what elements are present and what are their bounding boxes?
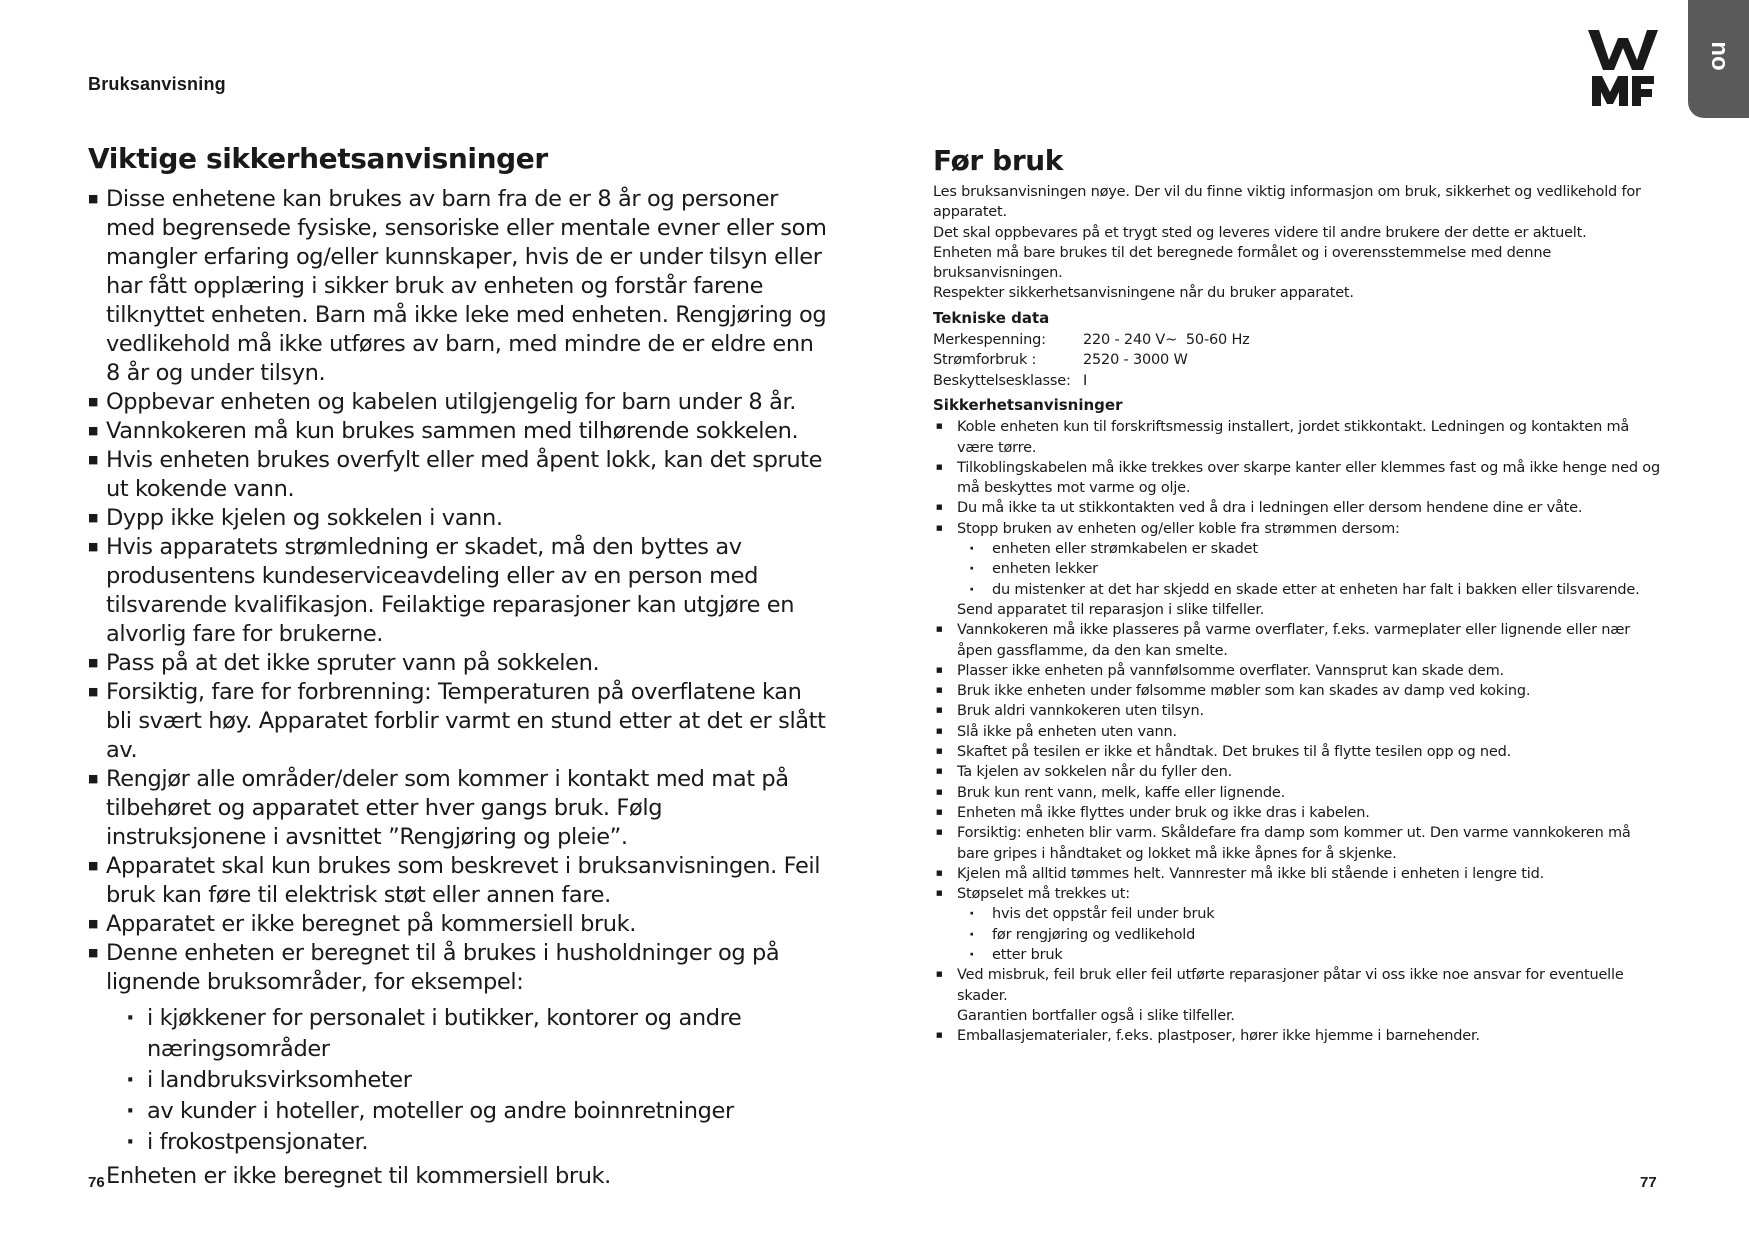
right-page [933,144,1665,1046]
spec-value: 220 - 240 V~ 50-60 Hz [1083,332,1250,349]
list-item: ■ Tilkoblingskabelen må ikke trekkes over skarpe kanter eller klemmes fast og må ikke henge ned og må beskyttes mot varme og olje. [933,458,1665,499]
list-item: ■ Forsiktig, fare for forbrenning: Temperaturen på overflatene kan bli svært høy. Apparatet forblir varmt en stund etter at det er slått av. [88,678,828,765]
safety-list [88,185,828,1191]
left-page [88,142,828,1191]
list-item: ■ Bruk kun rent vann, melk, kaffe eller lignende. [933,783,1665,803]
list-item: ■ Slå ikke på enheten uten vann. [933,722,1665,742]
sub-list-item: · enheten eller strømkabelen er skadet [957,539,1665,559]
wmf-logo [1588,26,1658,108]
sub-list-item: · enheten lekker [957,559,1665,579]
list-item: ■ Vannkokeren må kun brukes sammen med tilhørende sokkelen. [88,417,828,446]
closing-note: Enheten er ikke beregnet til kommersiell bruk. [106,1163,611,1189]
spec-label: Beskyttelsesklasse: [933,372,1071,389]
list-item: ■ Apparatet skal kun brukes som beskrevet i bruksanvisningen. Feil bruk kan føre til elektrisk støt eller annen fare. [88,852,828,910]
list-item-text: Ved misbruk, feil bruk eller feil utførte reparasjoner påtar vi oss ikke noe ansvar for eventuelle skader. [957,967,1624,1004]
language-code: no [1705,41,1733,71]
list-item: ■ Plasser ikke enheten på vannfølsomme overflater. Vannsprut kan skade dem. [933,661,1665,681]
unplug-conditions-list [957,904,1665,965]
sub-list-item: · du mistenker at det har skjedd en skade etter at enheten har falt i bakken eller tilsvarende. [957,580,1665,600]
list-item [933,965,1665,1026]
list-item-text: Støpselet må trekkes ut: [957,886,1130,903]
sub-list-item: · av kunder i hoteller, moteller og andre boinnretninger [106,1096,828,1127]
list-item [88,939,828,1191]
sub-list-item: · etter bruk [957,945,1665,965]
tech-data-heading: Tekniske data [933,308,1050,327]
spec-label: Strømforbruk : [933,352,1037,369]
header-label: Bruksanvisning [88,74,226,94]
list-item: ■ Kjelen må alltid tømmes helt. Vannrester må ikke bli stående i enheten i lengre tid. [933,864,1665,884]
list-item: ■ Pass på at det ikke spruter vann på sokkelen. [88,649,828,678]
list-item-note: Garantien bortfaller også i slike tilfeller. [957,1007,1235,1024]
sub-list-item: · i landbruksvirksomheter [106,1065,828,1096]
list-item: ■ Rengjør alle områder/deler som kommer i kontakt med mat på tilbehøret og apparatet etter hver gangs bruk. Følg instruksjonene i avsnittet ”Rengjøring og pleie”. [88,765,828,852]
spec-value: 2520 - 3000 W [1083,352,1188,369]
list-item: ■ Dypp ikke kjelen og sokkelen i vann. [88,504,828,533]
usage-examples-list [106,1003,828,1158]
list-item: ■ Bruk ikke enheten under følsomme møbler som kan skades av damp ved koking. [933,681,1665,701]
page-number-left: 76 [88,1174,105,1191]
spec-value: I [1083,372,1088,389]
list-item-text: Denne enheten er beregnet til å brukes i husholdninger og på lignende bruksområder, for eksempel: [106,940,780,995]
list-item [933,519,1665,620]
intro-paragraph: Enheten må bare brukes til det beregnede formålet og i overensstemmelse med denne bruksanvisningen. [933,244,1552,282]
sub-list-item: · i kjøkkener for personalet i butikker, kontorer og andre næringsområder [106,1003,828,1065]
list-item: ■ Skaftet på tesilen er ikke et håndtak. Det brukes til å flytte tesilen opp og ned. [933,742,1665,762]
list-item [933,884,1665,965]
list-item: ■ Koble enheten kun til forskriftsmessig installert, jordet stikkontakt. Ledningen og kontakten må være tørre. [933,417,1665,458]
list-item: ■ Forsiktig: enheten blir varm. Skåldefare fra damp som kommer ut. Den varme vannkokeren må bare gripes i håndtaket og lokket må ikke åpnes for å skjenke. [933,823,1665,864]
intro-paragraph: Respekter sikkerhetsanvisningene når du bruker apparatet. [933,285,1354,302]
safety-heading: Sikkerhetsanvisninger [933,395,1123,414]
list-item: ■ Enheten må ikke flyttes under bruk og ikke dras i kabelen. [933,803,1665,823]
list-item: ■ Emballasjematerialer, f.eks. plastposer, hører ikke hjemme i barnehender. [933,1026,1665,1046]
right-page-title: Før bruk [933,144,1063,177]
list-item: ■ Disse enhetene kan brukes av barn fra de er 8 år og personer med begrensede fysiske, sensoriske eller mentale evner eller som mangler erfaring og/eller kunnskaper, hvis de er under tilsyn eller har fått opplæring i sikker bruk av enheten og forstår farene tilknyttet enheten. Barn må ikke leke med enheten. Rengjøring og vedlikehold må ikke utføres av barn, med mindre de er eldre enn 8 år og under tilsyn. [88,185,828,388]
list-item: ■ Hvis enheten brukes overfylt eller med åpent lokk, kan det sprute ut kokende vann. [88,446,828,504]
language-tab [1688,0,1749,118]
spec-row [933,350,1665,370]
sub-list-item: · i frokostpensjonater. [106,1127,828,1158]
list-item: ■ Oppbevar enheten og kabelen utilgjengelig for barn under 8 år. [88,388,828,417]
list-item-text: Stopp bruken av enheten og/eller koble fra strømmen dersom: [957,520,1400,537]
spec-row [933,330,1665,350]
list-item: ■ Vannkokeren må ikke plasseres på varme overflater, f.eks. varmeplater eller lignende eller nær åpen gassflamme, da den kan smelte. [933,620,1665,661]
list-item: ■ Apparatet er ikke beregnet på kommersiell bruk. [88,910,828,939]
left-page-title: Viktige sikkerhetsanvisninger [88,142,548,175]
list-item: ■ Bruk aldri vannkokeren uten tilsyn. [933,701,1665,721]
spec-row [933,371,1665,391]
list-item: ■ Ta kjelen av sokkelen når du fyller den. [933,762,1665,782]
page-number-right: 77 [1640,1174,1657,1191]
intro-paragraph: Det skal oppbevares på et trygt sted og leveres videre til andre brukere der dette er aktuelt. [933,224,1587,241]
list-item-note: Send apparatet til reparasjon i slike tilfeller. [957,601,1265,618]
sub-list-item: · hvis det oppstår feil under bruk [957,904,1665,924]
list-item: ■ Du må ikke ta ut stikkontakten ved å dra i ledningen eller dersom hendene dine er våte. [933,498,1665,518]
stop-conditions-list [957,539,1665,600]
sub-list-item: · før rengjøring og vedlikehold [957,925,1665,945]
safety-instructions-list [933,417,1665,1046]
intro-paragraph: Les bruksanvisningen nøye. Der vil du finne viktig informasjon om bruk, sikkerhet og vedlikehold for apparatet. [933,184,1641,221]
spec-label: Merkespenning: [933,332,1046,349]
list-item: ■ Hvis apparatets strømledning er skadet, må den byttes av produsentens kundeserviceavdeling eller av en person med tilsvarende kvalifikasjon. Feilaktige reparasjoner kan utgjøre en alvorlig fare for brukerne. [88,533,828,649]
